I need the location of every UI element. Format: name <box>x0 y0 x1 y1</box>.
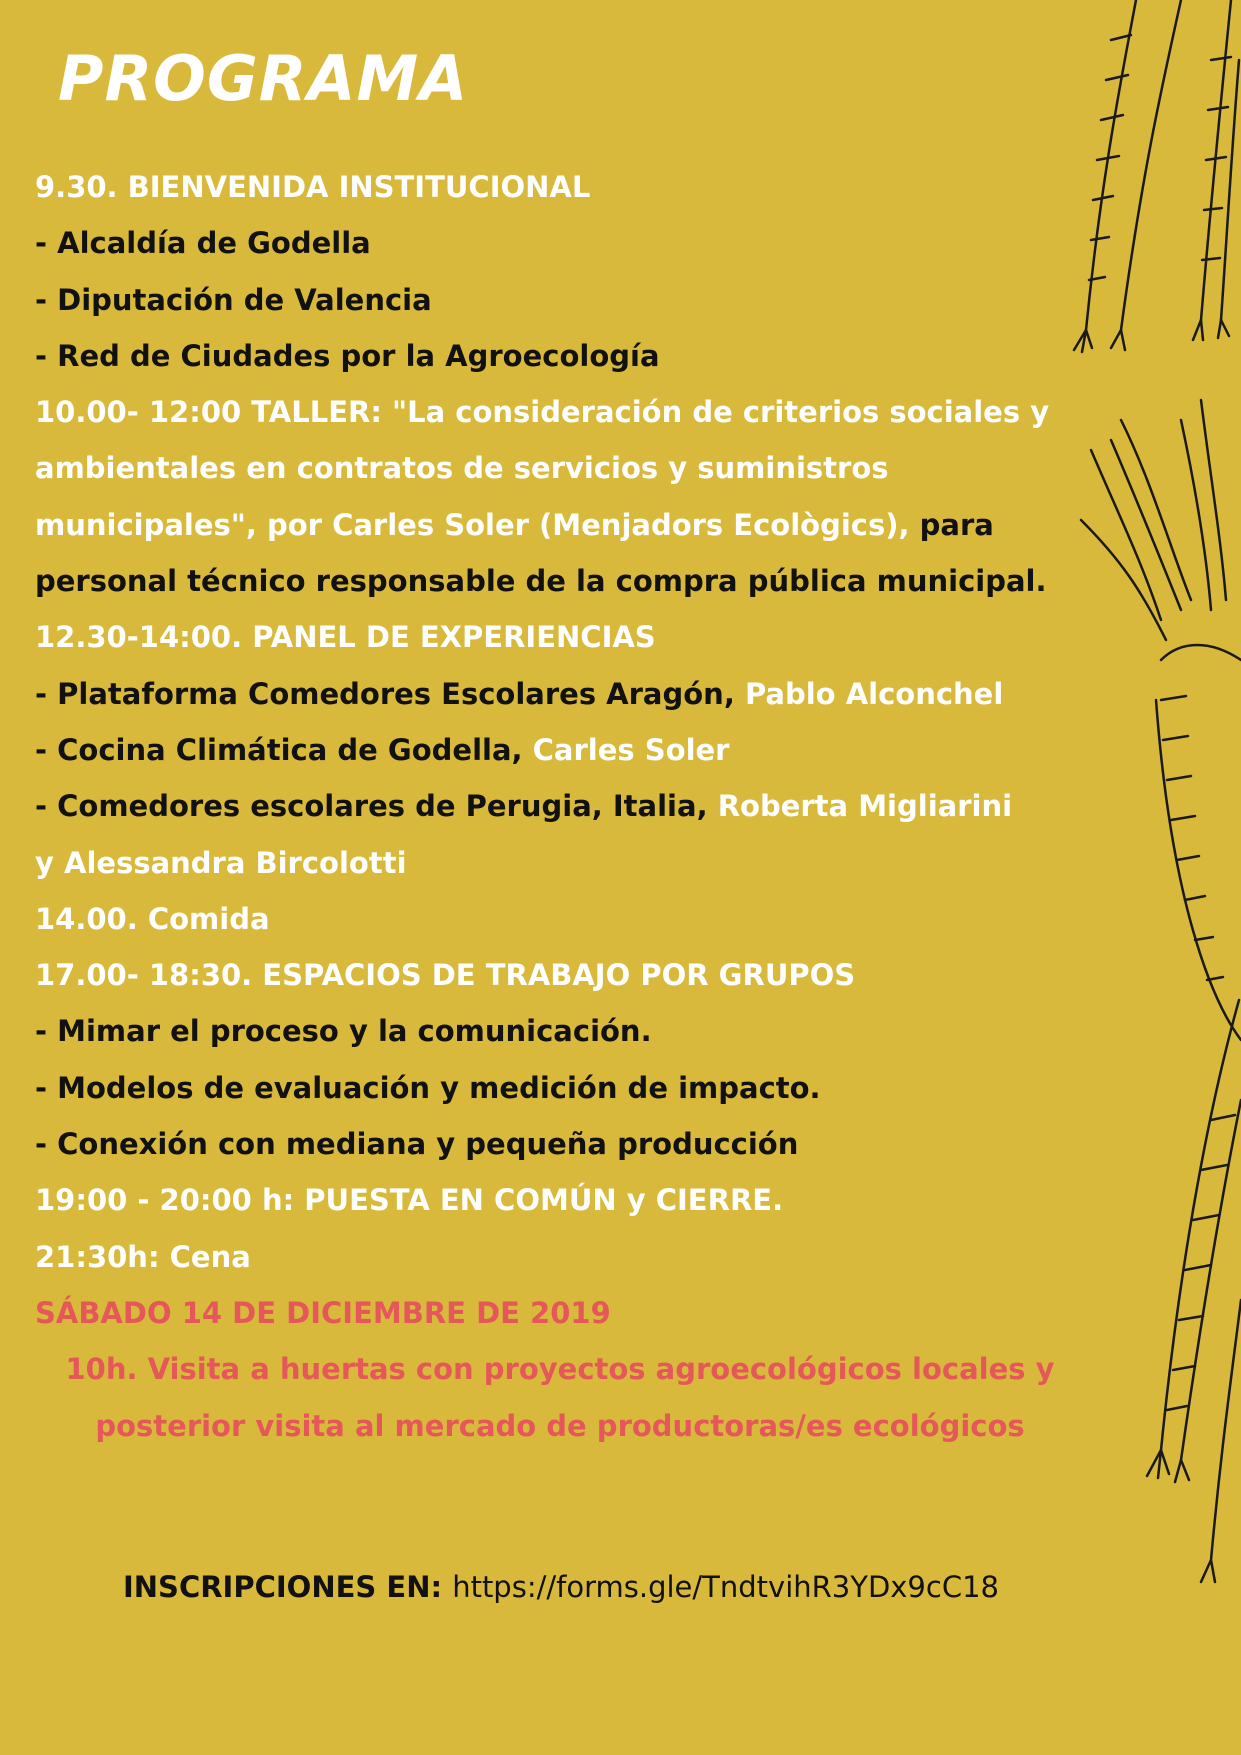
page-title: PROGRAMA <box>58 42 469 115</box>
panel-speakers: Pablo Alconchel <box>744 676 1004 711</box>
registration-link[interactable]: https://forms.gle/TndtvihR3YDx9cC18 <box>452 1570 999 1604</box>
panel-org: - Comedores escolares de Perugia, Italia, <box>35 789 718 824</box>
welcome-item: - Diputación de Valencia <box>35 282 432 317</box>
panel-speakers: Roberta Migliarini <box>717 789 1013 824</box>
saturday-visit: posterior visita al mercado de productoras/es ecológicos <box>95 1408 1025 1443</box>
saturday-date: SÁBADO 14 DE DICIEMBRE DE 2019 <box>35 1295 611 1330</box>
closing: 19:00 - 20:00 h: PUESTA EN COMÚN y CIERRE. <box>35 1183 784 1218</box>
panel-org: - Cocina Climática de Godella, <box>35 732 533 767</box>
panel-heading: 12.30-14:00. PANEL DE EXPERIENCIAS <box>35 620 656 655</box>
saturday-visit: 10h. Visita a huertas con proyectos agroecológicos locales y <box>65 1352 1055 1387</box>
welcome-item: - Alcaldía de Godella <box>35 226 371 261</box>
workshop-audience: para personal técnico responsable de la compra pública municipal. <box>35 507 1047 599</box>
groups-item: - Mimar el proceso y la comunicación. <box>35 1014 652 1049</box>
groups-heading: 17.00- 18:30. ESPACIOS DE TRABAJO POR GRUPOS <box>35 958 856 993</box>
welcome-item: - Red de Ciudades por la Agroecología <box>35 338 660 373</box>
dinner: 21:30h: Cena <box>35 1239 251 1274</box>
groups-item: - Conexión con mediana y pequeña producción <box>35 1127 799 1162</box>
lunch: 14.00. Comida <box>35 901 270 936</box>
registration-label: INSCRIPCIONES EN: <box>123 1570 443 1604</box>
workshop-title: 10.00- 12:00 TALLER: "La consideración de criterios sociales y ambientales en contratos de servicios y suministros municipales", por Carles Soler (Menjadors Ecològics), <box>35 395 1050 542</box>
panel-speakers: Carles Soler <box>532 732 730 767</box>
registration <box>0 1570 1122 1604</box>
panel-item <box>35 778 1095 834</box>
groups-item: - Modelos de evaluación y medición de impacto. <box>35 1070 821 1105</box>
panel-org: - Plataforma Comedores Escolares Aragón, <box>35 676 745 711</box>
panel-item <box>35 666 1095 722</box>
program-schedule <box>35 159 1095 1454</box>
workshop-description <box>35 384 1085 609</box>
panel-speakers-continuation: y Alessandra Bircolotti <box>35 845 407 880</box>
panel-item <box>35 722 1095 778</box>
welcome-heading: 9.30. BIENVENIDA INSTITUCIONAL <box>35 170 591 204</box>
